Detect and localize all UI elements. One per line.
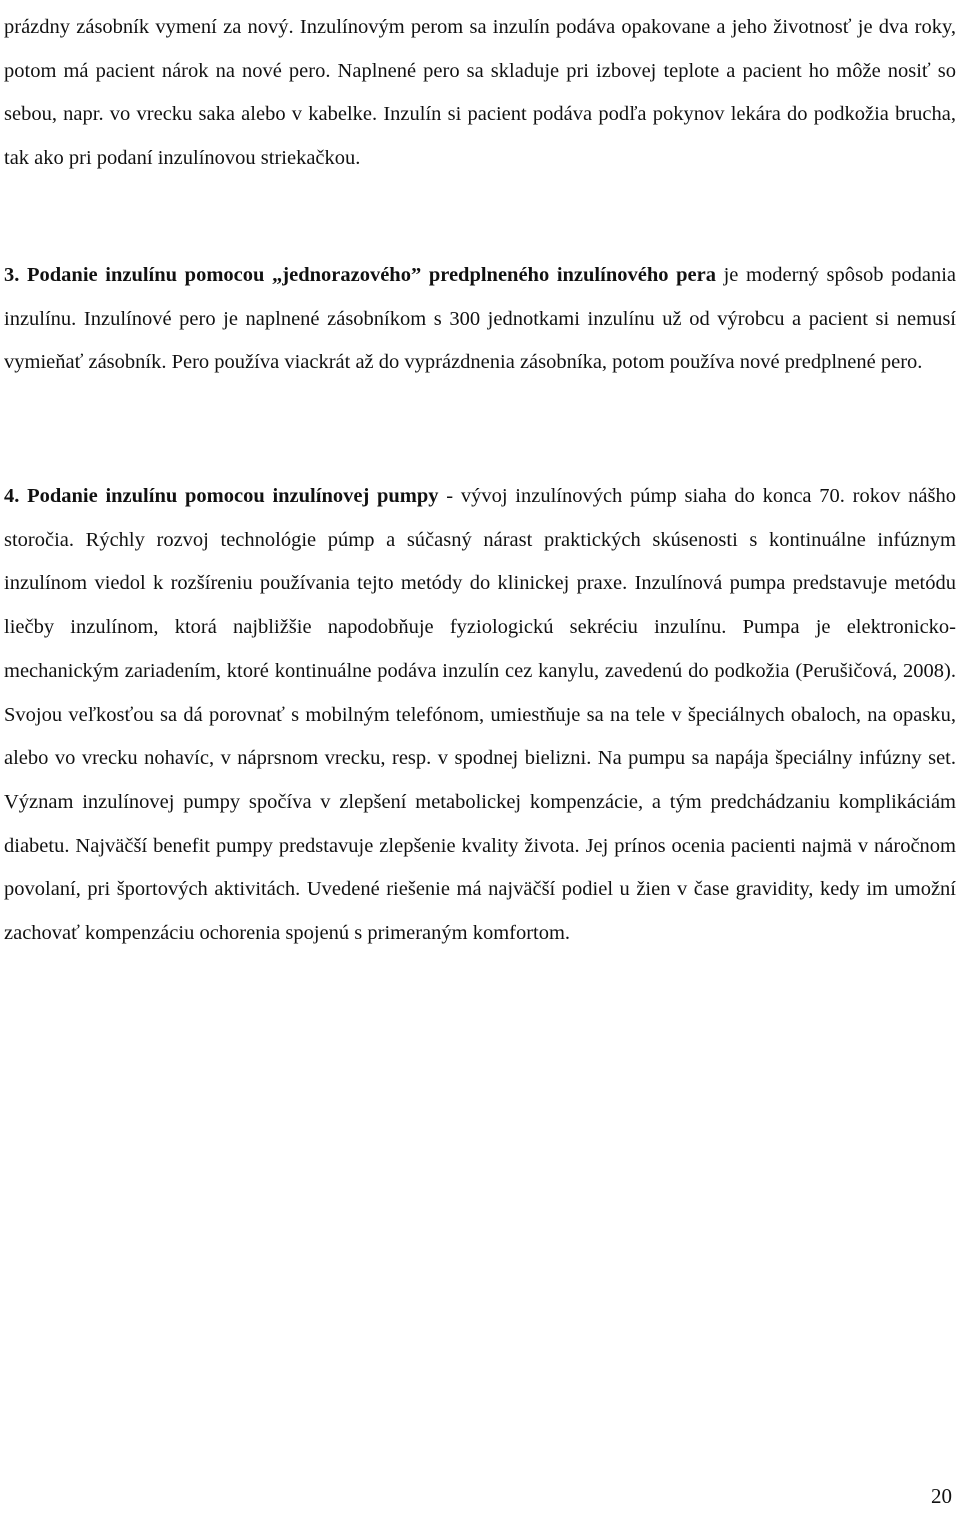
paragraph-text: - vývoj inzulínových púmp siaha do konca 70. rokov nášho storočia. Rýchly rozvoj technológie púmp a súčasný nárast praktických skúsenosti s kontinuálne infúznym inzulínom viedol k rozšíreniu používania tejto metódy do klinickej praxe. Inzulínová pumpa predstavuje metódu liečby inzulínom, ktorá najbližšie napodobňuje fyziologickú sekréciu inzulínu. Pumpa je elektronicko-mechanickým zariadením, ktoré kontinuálne podáva inzulín cez kanylu, zavedenú do podkožia (Perušičová, 2008). Svojou veľkosťou sa dá porovnať s mobilným telefónom, umiestňuje sa na tele v špeciálnych obaloch, na opasku, alebo vo vrecku nohavíc, v náprsnom vrecku, resp. v spodnej bielizni. Na pumpu sa napája špeciálny infúzny set. Význam inzulínovej pumpy spočíva v zlepšení metabolickej kompenzácie, a tým predchádzaniu komplikáciám diabetu. Najväčší benefit pumpy predstavuje zlepšenie kvality života. Jej prínos ocenia pacienti najmä v náročnom povolaní, pri športových aktivitách. Uvedené riešenie má najväčší podiel u žien v čase gravidity, kedy im umožní zachovať kompenzáciu ochorenia spojenú s primeraným komfortom. [4,485,957,945]
paragraph-insulin-pen [4,6,956,181]
page-number: 20 [931,1484,952,1508]
paragraph-text: prázdny zásobník vymení za nový. Inzulínovým perom sa inzulín podáva opakovane a jeho životnosť je dva roky, potom má pacient nárok na nové pero. Naplnené pero sa skladuje pri izbovej teplote a pacient ho môže nosiť so sebou, napr. vo vrecku saka alebo v kabelke. Inzulín si pacient podáva podľa pokynov lekára do podkožia brucha, tak ako pri podaní inzulínovou striekačkou. [4,16,956,170]
paragraph-insulin-pump [4,475,956,956]
paragraph-prefilled-pen [4,254,956,385]
section-heading-insulin-pump: 4. Podanie inzulínu pomocou inzulínovej pumpy [4,485,439,507]
paragraph-text: je moderný spôsob podania inzulínu. Inzulínové pero je naplnené zásobníkom s 300 jednotkami inzulínu už od výrobcu a pacient si nemusí vymieňať zásobník. Pero používa viackrát až do vyprázdnenia zásobníka, potom používa nové predplnené pero. [4,264,957,374]
document-page [4,0,956,1521]
section-heading-prefilled-pen: 3. Podanie inzulínu pomocou „jednorazového” predplneného inzulínového pera [4,264,716,286]
